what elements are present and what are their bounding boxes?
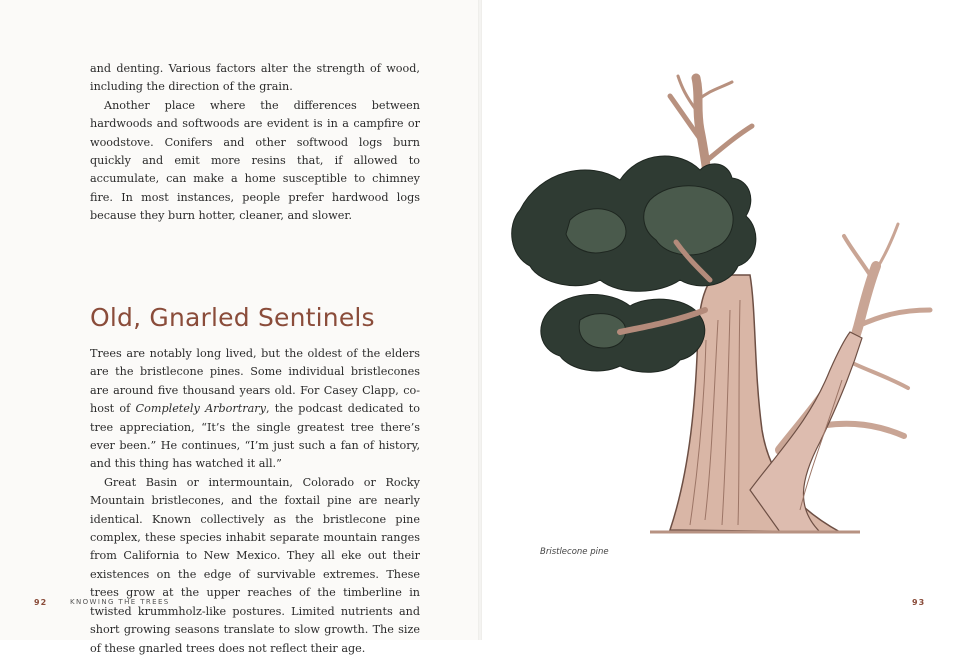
paragraph-campfire: Another place where the differences between hardwoods and softwoods are evident is in a campfire or woodstove. Conifers and other softwood logs burn quickly and emit more resins that, if allowed to accumulate, can make a home susceptible to chimney fire. In most instances, people prefer hardwood logs because they burn hotter, cleaner, and slower. bbox=[90, 98, 420, 223]
podcast-title: Completely Arbortrary bbox=[135, 402, 266, 416]
page-number-left: 92 bbox=[34, 598, 48, 607]
bristlecone-pine-illustration bbox=[500, 70, 950, 550]
paragraph-text: Trees are notably long lived, but the oldest of the elders are the bristlecone pines. Some individual bristlecones are around five thousand years old. For Casey Clapp, co-host of bbox=[90, 347, 420, 416]
book-gutter bbox=[478, 0, 482, 640]
running-head: KNOWING THE TREES bbox=[70, 598, 170, 606]
body-text-top bbox=[90, 60, 420, 226]
paragraph-text: , the podcast dedicated to tree appreciation, “It’s the single greatest tree there’s ever been.” He continues, “I’m just such a fan of history, and this thing has watched it all.” bbox=[90, 402, 420, 471]
paragraph-continued: and denting. Various factors alter the strength of wood, including the direction of the grain. bbox=[90, 62, 420, 94]
page-number-right: 93 bbox=[912, 598, 926, 607]
illustration-caption: Bristlecone pine bbox=[540, 547, 609, 557]
section-heading: Old, Gnarled Sentinels bbox=[90, 302, 375, 332]
paragraph-bristlecone-complex: Great Basin or intermountain, Colorado or Rocky Mountain bristlecones, and the foxtail pine are nearly identical. Known collectively as the bristlecone pine complex, these species inhabit separate mountain ranges from California to New Mexico. They all eke out their existences on the edge of survivable extremes. These trees grow at the upper reaches of the timberline in twisted krummholz-like postures. Limited nutrients and short growing seasons translate to slow growth. The size of these gnarled trees does not reflect their age. bbox=[90, 475, 420, 655]
body-text-bottom bbox=[90, 345, 420, 658]
paragraph-bristlecone-intro bbox=[90, 345, 420, 474]
